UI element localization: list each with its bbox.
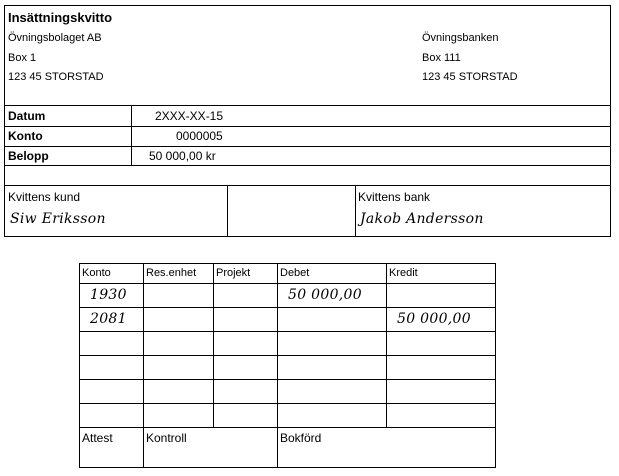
kontroll-label: Kontroll <box>146 431 187 445</box>
bank-signature: Jakob Andersson <box>360 211 484 227</box>
header-debet: Debet <box>280 267 310 279</box>
header-konto: Konto <box>82 267 111 279</box>
payer-name: Övningsbolaget AB <box>8 32 102 44</box>
attest-label: Attest <box>82 431 113 445</box>
date-label: Datum <box>8 109 46 123</box>
bank-receipt-label: Kvittens bank <box>358 190 431 204</box>
customer-receipt-label: Kvittens kund <box>8 190 81 204</box>
bank-address: Box 111 <box>422 52 461 64</box>
customer-signature: Siw Eriksson <box>10 211 106 227</box>
row-account: 1930 <box>90 287 127 303</box>
bank-postal: 123 45 STORSTAD <box>422 71 518 83</box>
row-debit: 50 000,00 <box>288 287 362 303</box>
row-credit: 50 000,00 <box>397 311 471 327</box>
receipt-title: Insättningskvitto <box>8 10 113 25</box>
account-value: 0000005 <box>176 129 223 143</box>
header-res-enhet: Res.enhet <box>146 267 197 279</box>
payer-address: Box 1 <box>8 52 37 64</box>
account-label: Konto <box>8 129 43 143</box>
row-account: 2081 <box>90 311 127 327</box>
bokford-label: Bokförd <box>280 431 322 445</box>
date-value: 2XXX-XX-15 <box>155 109 224 123</box>
amount-value: 50 000,00 kr <box>149 149 216 163</box>
bank-name: Övningsbanken <box>422 32 499 44</box>
payer-postal: 123 45 STORSTAD <box>8 71 104 83</box>
header-projekt: Projekt <box>216 267 251 279</box>
header-kredit: Kredit <box>389 267 418 279</box>
amount-label: Belopp <box>8 149 49 163</box>
